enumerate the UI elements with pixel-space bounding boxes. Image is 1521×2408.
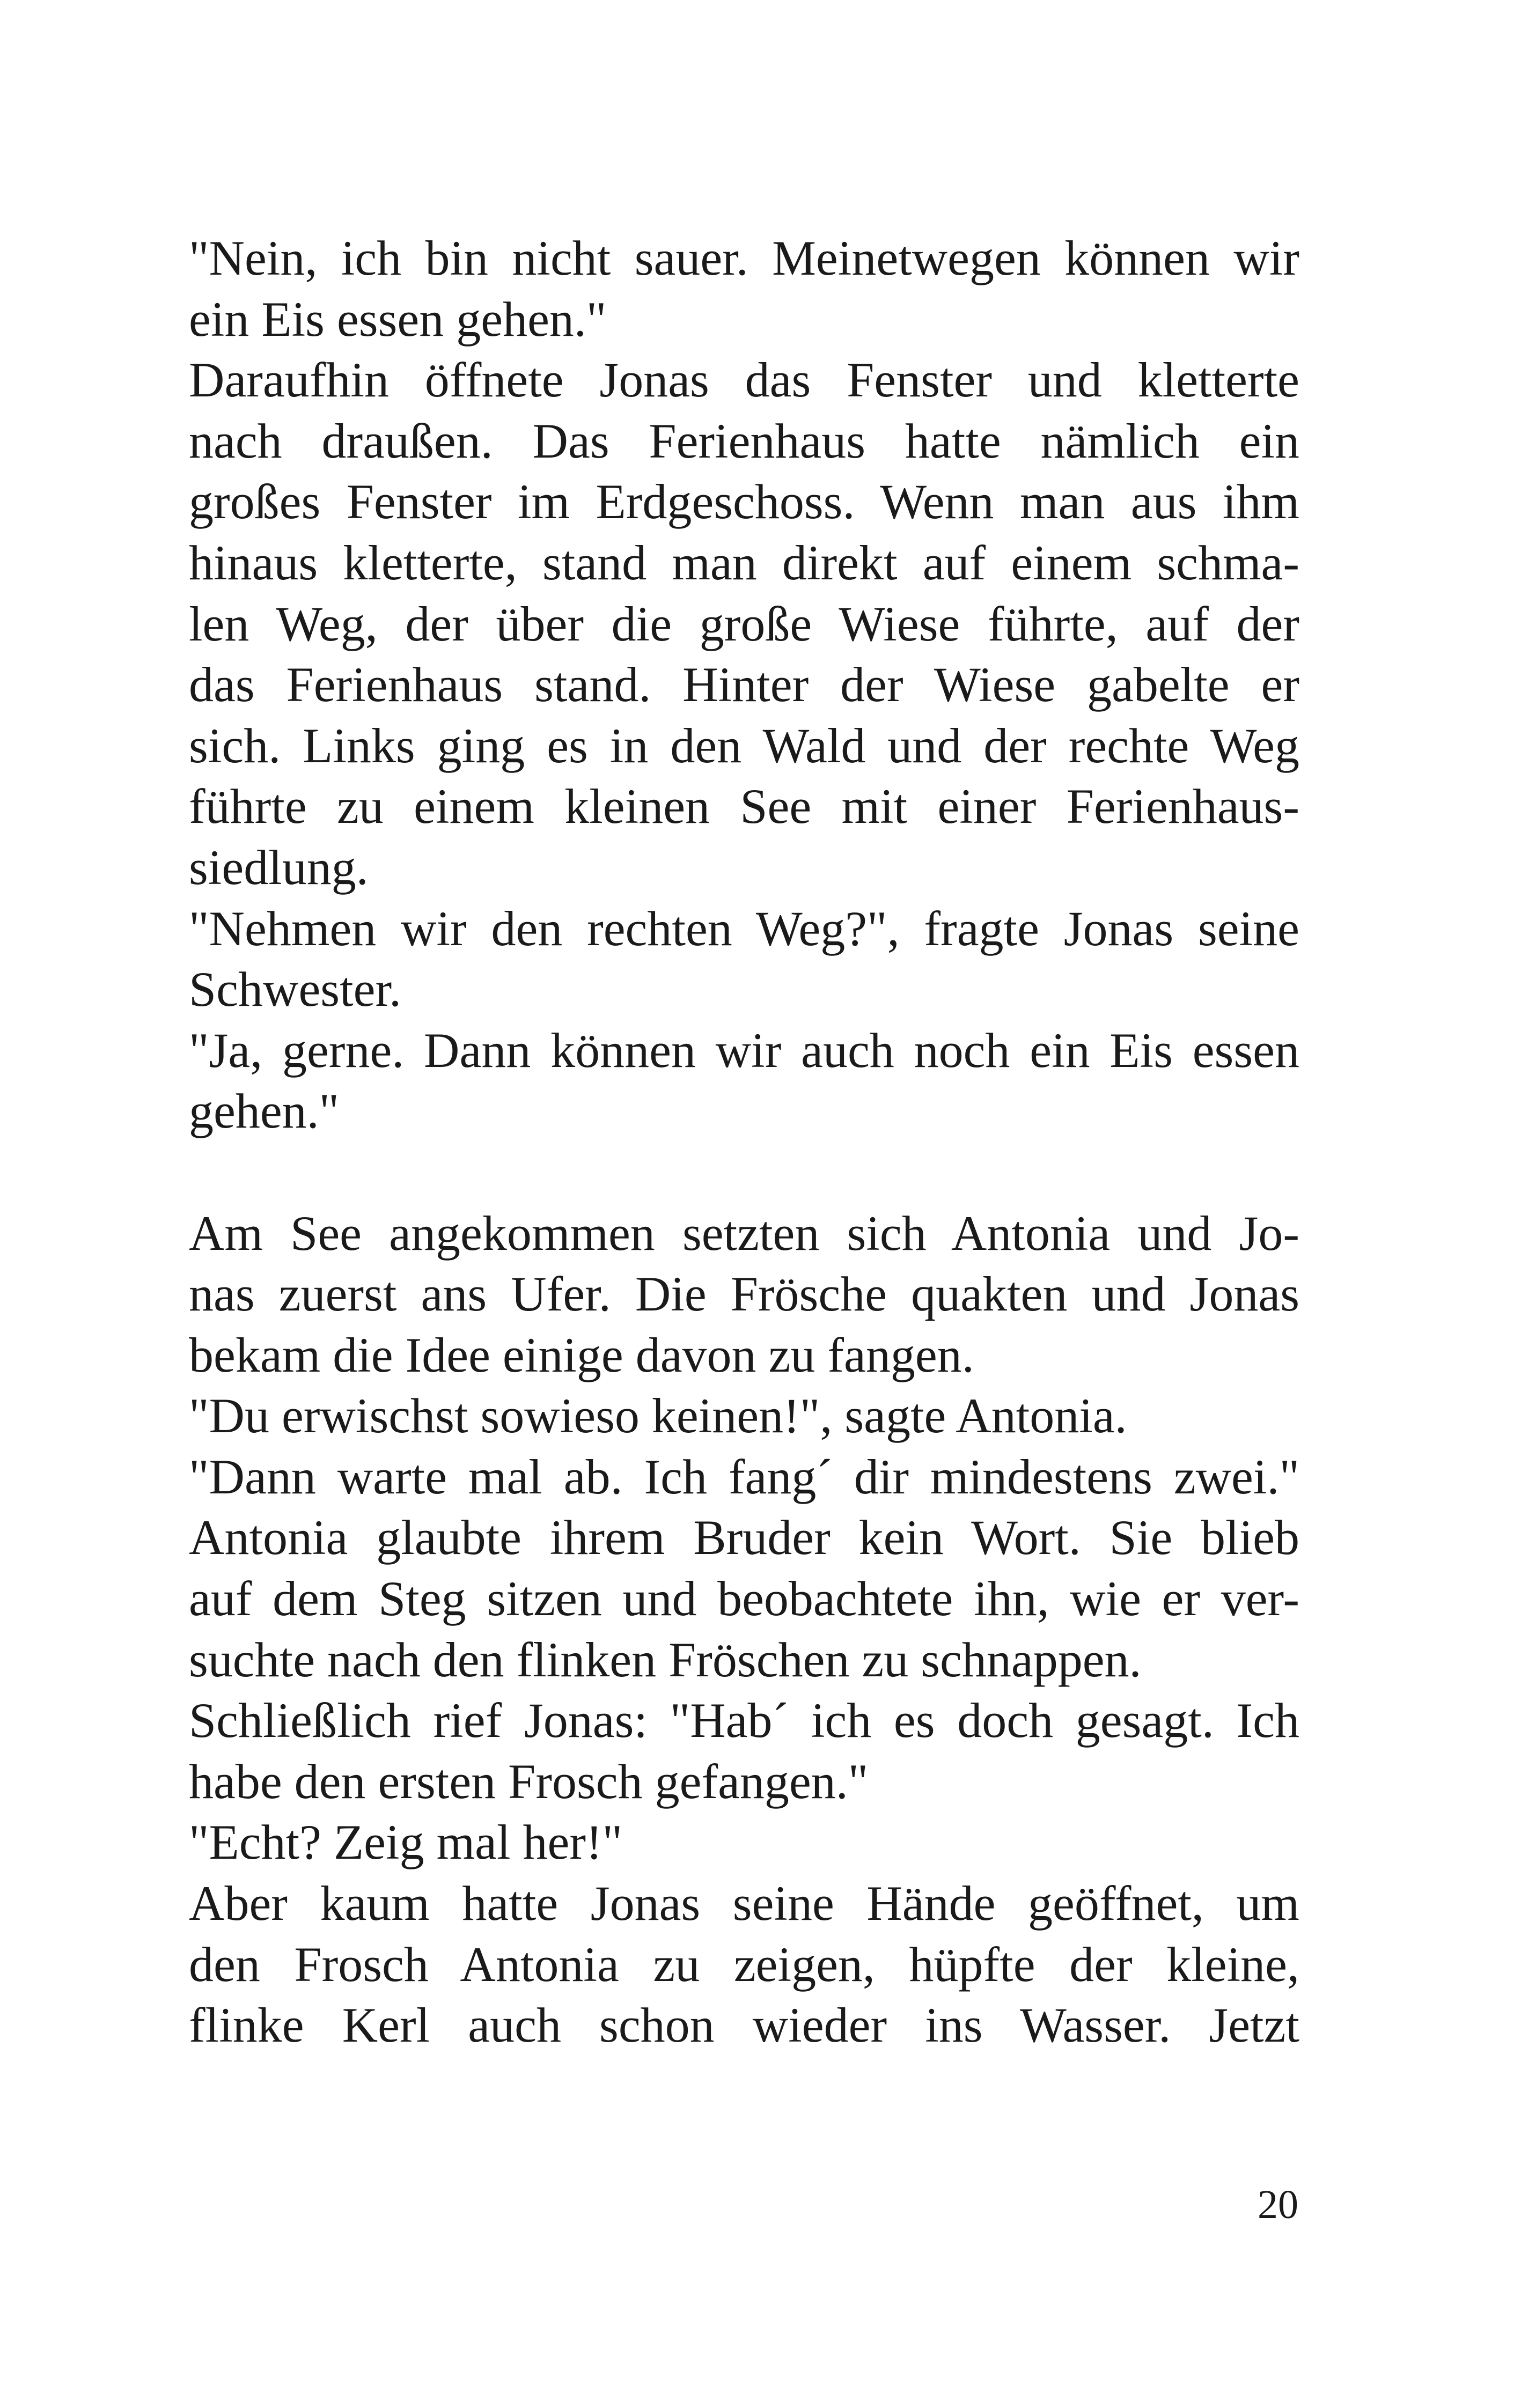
text-line: "Ja, gerne. Dann können wir auch noch ein Eis essen: [189, 1022, 1299, 1078]
text-line: gehen.": [189, 1084, 340, 1139]
text-line: das Ferienhaus stand. Hinter der Wiese gabelte er: [189, 657, 1299, 712]
text-line: nas zuerst ans Ufer. Die Frösche quakten und Jonas: [189, 1266, 1299, 1322]
text-line: len Weg, der über die große Wiese führte, auf der: [189, 596, 1299, 651]
text-line: den Frosch Antonia zu zeigen, hüpfte der kleine,: [189, 1936, 1299, 1992]
text-line: "Nein, ich bin nicht sauer. Meinetwegen können wir: [189, 231, 1299, 285]
paragraph-gap: [189, 1142, 1299, 1203]
text-line: sich. Links ging es in den Wald und der rechte Weg: [189, 718, 1299, 773]
text-line: führte zu einem kleinen See mit einer Ferienhaus-: [189, 779, 1299, 834]
text-line: nach draußen. Das Ferienhaus hatte nämlich ein: [189, 413, 1299, 468]
text-line: "Dann warte mal ab. Ich fang´ dir mindestens zwei.": [189, 1449, 1299, 1504]
page-number: 20: [1258, 2182, 1298, 2227]
text-line: hinaus kletterte, stand man direkt auf einem schma-: [189, 535, 1299, 590]
text-line: Am See angekommen setzten sich Antonia und Jo-: [189, 1205, 1299, 1261]
text-line: großes Fenster im Erdgeschoss. Wenn man aus ihm: [189, 474, 1299, 529]
text-line: Daraufhin öffnete Jonas das Fenster und kletterte: [189, 352, 1299, 408]
text-line: ein Eis essen gehen.": [189, 291, 607, 347]
text-line: "Du erwischst sowieso keinen!", sagte Antonia.: [189, 1388, 1127, 1444]
text-line: flinke Kerl auch schon wieder ins Wasser. Jetzt: [189, 1998, 1299, 2053]
text-line: suchte nach den flinken Fröschen zu schnappen.: [189, 1632, 1142, 1687]
text-line: bekam die Idee einige davon zu fangen.: [189, 1327, 974, 1382]
text-line: siedlung.: [189, 840, 369, 895]
text-line: "Nehmen wir den rechten Weg?", fragte Jonas seine: [189, 901, 1299, 956]
text-line: habe den ersten Frosch gefangen.": [189, 1754, 869, 1809]
text-line: Antonia glaubte ihrem Bruder kein Wort. Sie blieb: [189, 1510, 1299, 1565]
text-line: Schwester.: [189, 962, 402, 1017]
text-line: auf dem Steg sitzen und beobachtete ihn, wie er ver-: [189, 1571, 1299, 1626]
text-line: "Echt? Zeig mal her!": [189, 1815, 623, 1870]
text-line: Aber kaum hatte Jonas seine Hände geöffnet, um: [189, 1876, 1299, 1931]
text-line: Schließlich rief Jonas: "Hab´ ich es doch gesagt. Ich: [189, 1693, 1299, 1748]
body-text: [189, 228, 1299, 2056]
